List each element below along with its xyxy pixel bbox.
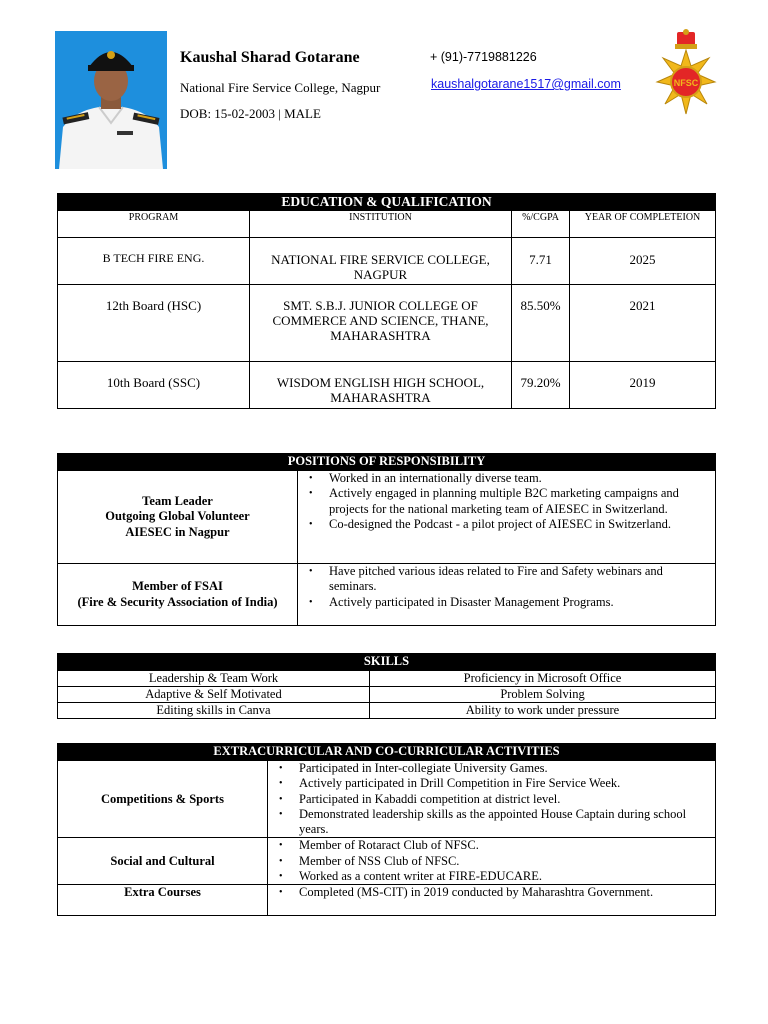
column-header: %/CGPA <box>512 211 570 238</box>
education-table <box>57 193 716 409</box>
role-cell <box>58 471 298 564</box>
score-cell: 85.50% <box>512 285 570 362</box>
program-cell: 12th Board (HSC) <box>58 285 250 362</box>
table-row <box>58 285 716 362</box>
table-row <box>58 362 716 409</box>
duties-cell <box>298 564 716 626</box>
column-header: INSTITUTION <box>250 211 512 238</box>
skill-cell: Proficiency in Microsoft Office <box>370 671 716 687</box>
skills-table <box>57 653 716 719</box>
list-item: • Member of NSS Club of NFSC. <box>271 854 712 869</box>
role-line: AIESEC in Nagpur <box>125 524 230 539</box>
email-link[interactable]: kaushalgotarane1517@gmail.com <box>431 77 621 91</box>
program-cell: 10th Board (SSC) <box>58 362 250 409</box>
table-row <box>58 703 716 719</box>
phone-number: + (91)-7719881226 <box>430 50 537 64</box>
college-name: National Fire Service College, Nagpur <box>180 80 381 95</box>
category-cell: Extra Courses <box>58 885 268 916</box>
emblem-lettering: NFSC <box>673 78 699 88</box>
list-item: • Demonstrated leadership skills as the appointed House Captain during school years. <box>271 807 712 838</box>
skill-cell: Editing skills in Canva <box>58 703 370 719</box>
list-item: • Member of Rotaract Club of NFSC. <box>271 838 712 853</box>
program-cell: B TECH FIRE ENG. <box>58 238 250 285</box>
list-item: • Actively participated in Disaster Management Programs. <box>301 595 712 610</box>
role-line: Member of FSAI <box>132 579 223 594</box>
list-item: • Completed (MS-CIT) in 2019 conducted by Maharashtra Government. <box>271 885 712 900</box>
year-cell: 2025 <box>570 238 716 285</box>
positions-table <box>57 453 716 626</box>
extracurricular-section-title: EXTRACURRICULAR AND CO-CURRICULAR ACTIVITIES <box>58 744 716 761</box>
activities-cell <box>268 761 716 838</box>
table-row <box>58 671 716 687</box>
score-cell: 7.71 <box>512 238 570 285</box>
score-cell: 79.20% <box>512 362 570 409</box>
education-section-title: EDUCATION & QUALIFICATION <box>58 194 716 211</box>
table-row <box>58 838 716 885</box>
list-item: • Actively engaged in planning multiple B2C marketing campaigns and projects for the national marketing team of AIESEC in Switzerland. <box>301 486 712 517</box>
role-line: Outgoing Global Volunteer <box>105 509 250 524</box>
list-item: • Participated in Inter-collegiate University Games. <box>271 761 712 776</box>
activities-cell <box>268 885 716 916</box>
role-line: Team Leader <box>142 494 213 509</box>
table-row <box>58 885 716 916</box>
list-item: • Actively participated in Drill Competition in Fire Service Week. <box>271 776 712 791</box>
role-line: (Fire & Security Association of India) <box>77 594 278 609</box>
role-cell <box>58 564 298 626</box>
skill-cell: Adaptive & Self Motivated <box>58 687 370 703</box>
year-cell: 2021 <box>570 285 716 362</box>
activities-cell <box>268 838 716 885</box>
table-row <box>58 471 716 564</box>
candidate-name: Kaushal Sharad Gotarane <box>180 49 360 66</box>
year-cell: 2019 <box>570 362 716 409</box>
skills-section-title: SKILLS <box>58 654 716 671</box>
list-item: • Have pitched various ideas related to Fire and Safety webinars and seminars. <box>301 564 712 595</box>
positions-section-title: POSITIONS OF RESPONSIBILITY <box>58 454 716 471</box>
table-row <box>58 564 716 626</box>
column-header: YEAR OF COMPLETEION <box>570 211 716 238</box>
profile-photo <box>55 31 167 169</box>
skill-cell: Leadership & Team Work <box>58 671 370 687</box>
institution-cell: NATIONAL FIRE SERVICE COLLEGE, NAGPUR <box>250 238 512 285</box>
institution-cell: SMT. S.B.J. JUNIOR COLLEGE OF COMMERCE AND SCIENCE, THANE, MAHARASHTRA <box>250 285 512 362</box>
institution-cell: WISDOM ENGLISH HIGH SCHOOL, MAHARASHTRA <box>250 362 512 409</box>
duties-cell <box>298 471 716 564</box>
skill-cell: Ability to work under pressure <box>370 703 716 719</box>
skill-cell: Problem Solving <box>370 687 716 703</box>
category-cell: Social and Cultural <box>58 838 268 885</box>
list-item: • Worked in an internationally diverse team. <box>301 471 712 486</box>
table-row <box>58 761 716 838</box>
nfsc-emblem-icon <box>653 28 719 120</box>
list-item: • Co-designed the Podcast - a pilot project of AIESEC in Switzerland. <box>301 517 712 532</box>
extracurricular-table <box>57 743 716 916</box>
list-item: • Worked as a content writer at FIRE-EDUCARE. <box>271 869 712 884</box>
table-row <box>58 687 716 703</box>
dob-gender: DOB: 15-02-2003 | MALE <box>180 106 321 121</box>
list-item: • Participated in Kabaddi competition at district level. <box>271 792 712 807</box>
table-row <box>58 238 716 285</box>
column-header: PROGRAM <box>58 211 250 238</box>
category-cell: Competitions & Sports <box>58 761 268 838</box>
